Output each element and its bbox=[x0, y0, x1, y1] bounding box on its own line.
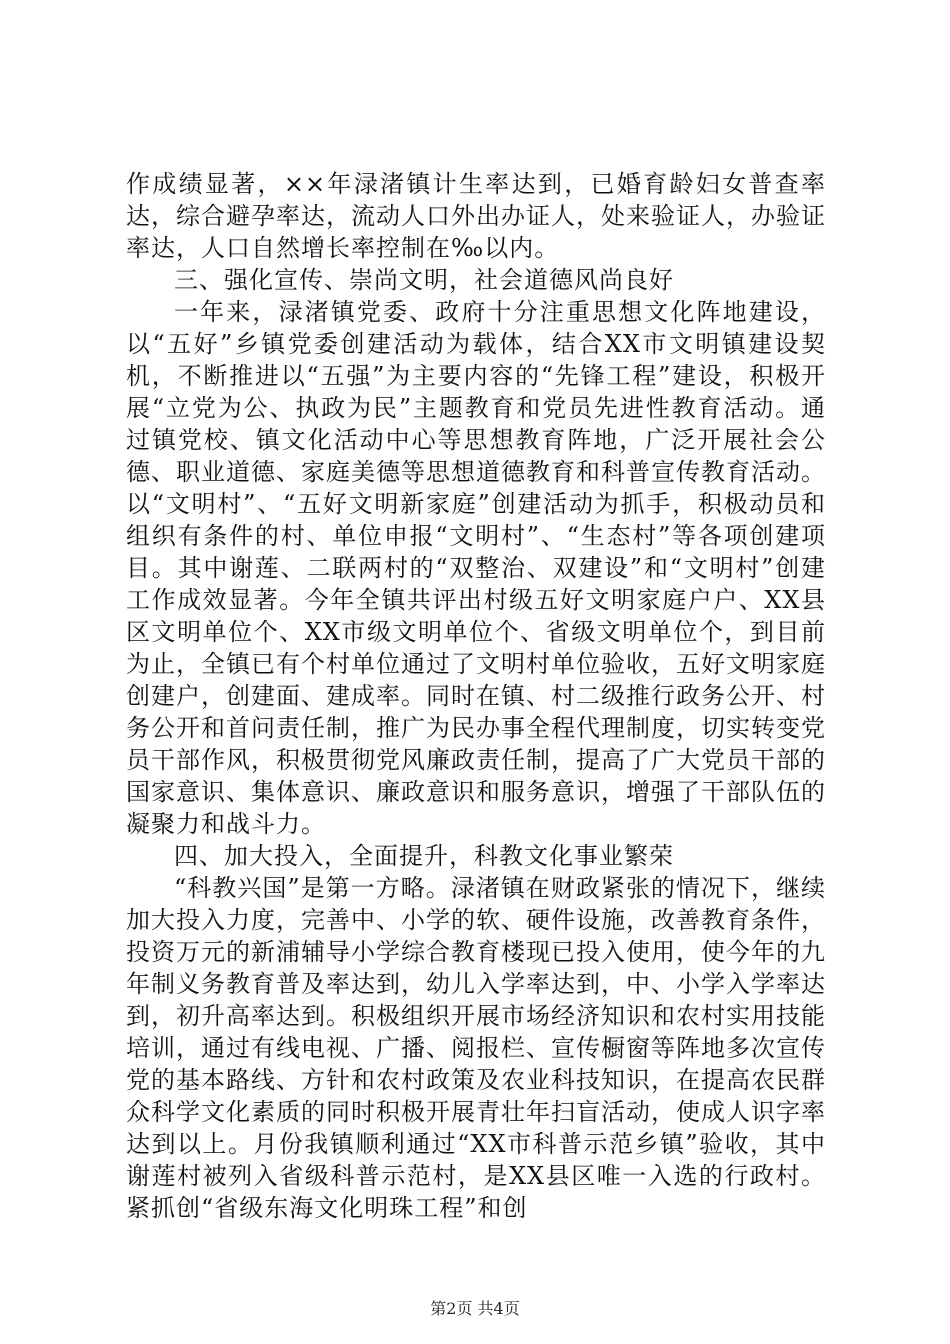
paragraph-continuation: 作成绩显著，××年渌渚镇计生率达到，已婚育龄妇女普查率达，综合避孕率达，流动人口外出办证人，处来验证人，办验证率达，人口自然增长率控制在‰以内。 bbox=[126, 170, 826, 262]
paragraph-education: “科教兴国”是第一方略。渌渚镇在财政紧张的情况下，继续加大投入力度，完善中、小学的软、硬件设施，改善教育条件，投资万元的新浦辅导小学综合教育楼现已投入使用，使今年的九年制义务教育普及率达到，幼儿入学率达到，中、小学入学率达到，初升高率达到。积极组织开展市场经济知识和农村实用技能培训，通过有线电视、广播、阅报栏、宣传橱窗等阵地多次宣传党的基本路线、方针和农村政策及农业科技知识，在提高农民群众科学文化素质的同时积极开展青壮年扫盲活动，使成人识字率达到以上。月份我镇顺利通过“XX市科普示范乡镇”验收，其中谢莲村被列入省级科普示范村，是XX县区唯一入选的行政村。紧抓创“省级东海文化明珠工程”和创 bbox=[126, 874, 826, 1222]
document-body bbox=[126, 168, 826, 1224]
paragraph-civilization: 一年来，渌渚镇党委、政府十分注重思想文化阵地建设，以“五好”乡镇党委创建活动为载体，结合XX市文明镇建设契机，不断推进以“五强”为主要内容的“先锋工程”建设，积极开展“立党为公、执政为民”主题教育和党员先进性教育活动。通过镇党校、镇文化活动中心等思想教育阵地，广泛开展社会公德、职业道德、家庭美德等思想道德教育和科普宣传教育活动。以“文明村”、“五好文明新家庭”创建活动为抓手，积极动员和组织有条件的村、单位申报“文明村”、“生态村”等各项创建项目。其中谢莲、二联两村的“双整治、双建设”和“文明村”创建工作成效显著。今年全镇共评出村级五好文明家庭户户、XX县区文明单位个、XX市级文明单位个、省级文明单位个，到目前为止，全镇已有个村单位通过了文明村单位验收，五好文明家庭创建户，创建面、建成率。同时在镇、村二级推行政务公开、村务公开和首问责任制，推广为民办事全程代理制度，切实转变党员干部作风，积极贯彻党风廉政责任制，提高了广大党员干部的国家意识、集体意识、廉政意识和服务意识，增强了干部队伍的凝聚力和战斗力。 bbox=[126, 298, 826, 838]
section-heading-three: 三、强化宣传、崇尚文明，社会道德风尚良好 bbox=[174, 266, 674, 294]
section-heading-four: 四、加大投入，全面提升，科教文化事业繁荣 bbox=[174, 842, 674, 870]
page-number: 第2页 共4页 bbox=[430, 1299, 520, 1318]
